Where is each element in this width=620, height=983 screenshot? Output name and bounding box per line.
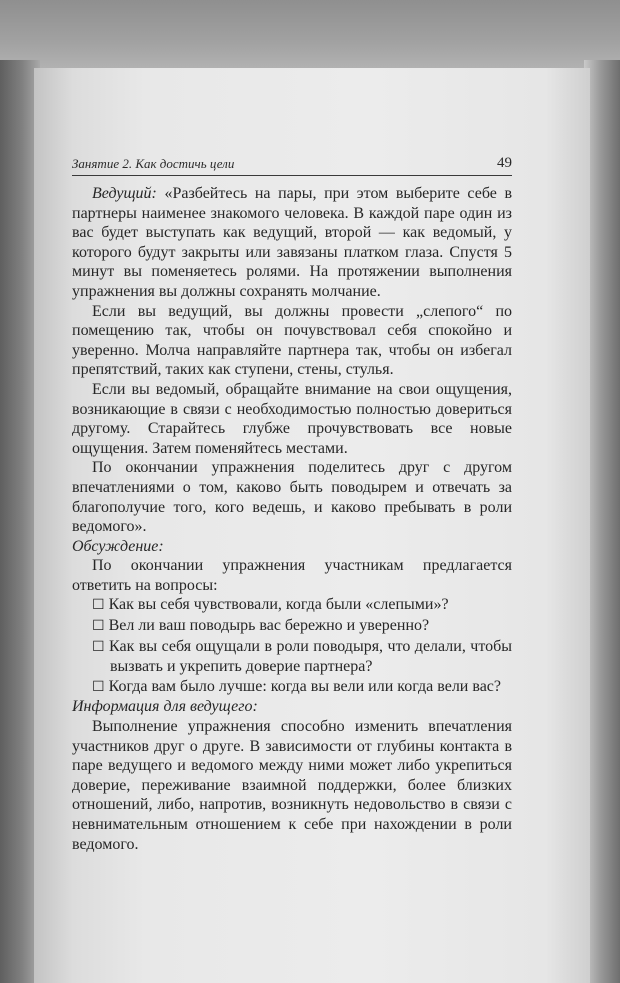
question-text: Вел ли ваш поводырь вас бережно и уверенно? [108, 617, 430, 635]
checkbox-icon: ☐ [92, 678, 105, 695]
page-header [72, 151, 512, 176]
page-number: 49 [497, 155, 512, 171]
question-item [72, 677, 512, 698]
info-heading: Информация для ведущего: [72, 698, 258, 716]
checkbox-icon: ☐ [92, 638, 105, 655]
discussion-heading: Обсуждение: [72, 537, 164, 555]
speaker-label: Ведущий: [92, 185, 157, 202]
info-paragraph: Выполнение упражнения способно изменить впечатления участников друг о друге. В зависимости от глубины контакта в паре ведущего и ведомого между ними может либо укрепиться доверие, переживание взаимной поддержки, более близких отношений, либо, напротив, возникнуть недовольство в связи с невнимательным отношением к себе при нахождении в роли ведомого. [72, 718, 512, 853]
question-text: Когда вам было лучше: когда вы вели или когда вели вас? [108, 677, 502, 695]
question-item [72, 616, 512, 637]
checkbox-icon: ☐ [92, 597, 105, 614]
paragraph-leader: Если вы ведущий, вы должны провести „слепого“ по помещению так, чтобы он почувствовал себя спокойно и уверенно. Молча направляйте партнера так, чтобы он избегал препятствий, таких как ступени, стены, стулья. [72, 302, 512, 379]
paragraph-after-exercise: По окончании упражнения поделитесь друг с другом впечатлениями о том, каково быть поводырем и отвечать за благополучие того, кого ведешь, и каково пребывать в роли ведомого». [72, 459, 512, 536]
running-title: Занятие 2. Как достичь цели [72, 156, 235, 171]
question-text: Как вы себя ощущали в роли поводыря, что делали, чтобы вызвать и укрепить доверие партнера? [109, 637, 512, 676]
question-text: Как вы себя чувствовали, когда были «слепыми»? [108, 596, 449, 614]
paragraph-text: «Разбейтесь на пары, при этом выберите себе в партнеры наименее знакомого человека. В каждой паре один из вас будет выступать как ведущий, второй — как ведомый, у которого будут закрыты или завязаны платком глаза. Спустя 5 минут вы поменяетесь ролями. На протяжении выполнения упражнения вы должны сохранять молчание. [72, 185, 512, 300]
question-item [72, 595, 512, 616]
question-item [72, 637, 512, 677]
page-body [72, 184, 512, 854]
paragraph-follower: Если вы ведомый, обращайте внимание на свои ощущения, возникающие в связи с необходимостью полностью довериться другому. Старайтесь глубже прочувствовать все новые ощущения. Затем поменяйтесь местами. [72, 380, 512, 457]
paragraph-instructions [72, 184, 512, 302]
checkbox-icon: ☐ [92, 618, 105, 635]
discussion-intro: По окончании упражнения участникам предлагается ответить на вопросы: [72, 557, 512, 594]
scan-top-shadow [0, 0, 620, 72]
